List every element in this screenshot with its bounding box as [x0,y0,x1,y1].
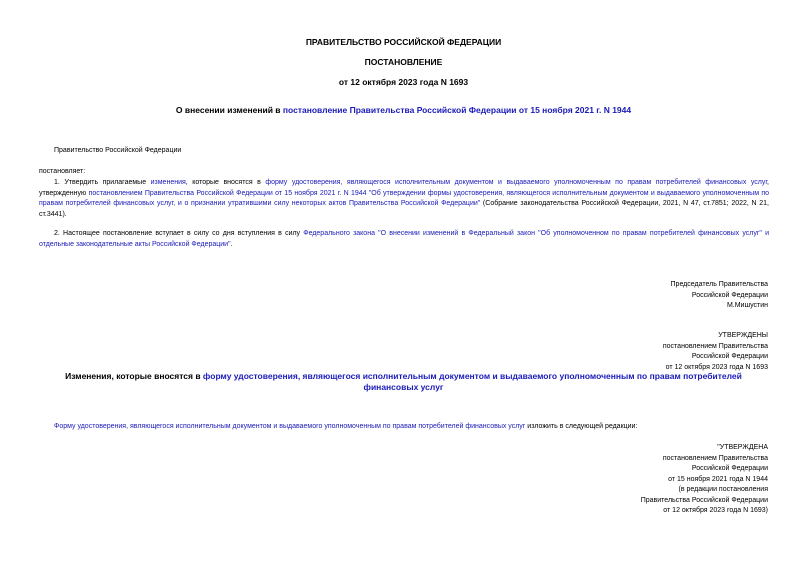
approved-block-2 [641,443,768,517]
changes-body [54,422,637,433]
approved-line-3: Российской Федерации [691,353,768,360]
signature-title-2: Российской Федерации [691,291,768,299]
approved2-line-7: от 12 октября 2023 года N 1693) [663,507,768,514]
changes-body-rest: изложить в следующей редакции: [525,423,638,430]
doc-title [0,105,807,115]
p1-link-decree[interactable]: постановлением Правительства Российской Федерации от 15 ноября 2021 г. N 1944 "Об утверждении формы удостоверения, являющегося исполнительным документом и выдаваемого уполномоченным по правам потребителей финансовых услуг, и о признании утратившими силу некоторых актов Правительства Российской Федерации" [39,189,769,207]
approved2-line-6: Правительства Российской Федерации [640,496,768,504]
approved2-line-4: от 15 ноября 2021 года N 1944 [668,475,768,483]
p1-text-1: 1. Утвердить прилагаемые [54,179,151,186]
doc-title-prefix: О внесении изменений в [175,105,283,115]
changes-title [52,371,755,393]
org-header: ПРАВИТЕЛЬСТВО РОССИЙСКОЙ ФЕДЕРАЦИИ [305,37,502,47]
p2-text-1: 2. Настоящее постановление вступает в силу со дня вступления в силу [54,230,304,237]
doc-date-number: от 12 октября 2023 года N 1693 [338,77,469,87]
approved-line-2: постановлением Правительства [662,342,768,350]
p1-text-3: , утвержденную [39,179,769,197]
signature-title-1: Председатель Правительства [670,281,768,288]
paragraph-2 [39,229,769,250]
p1-link-form[interactable]: форму удостоверения, являющегося исполнительным документом и выдаваемого уполномоченным по правам потребителей финансовых услуг [265,179,768,186]
p1-text-2: , которые вносятся в [185,179,266,186]
approved-line-4: от 12 октября 2023 года N 1693 [665,363,768,371]
doc-title-link[interactable]: постановление Правительства Российской Федерации от 15 ноября 2021 г. N 1944 [282,105,632,115]
approved2-line-5: (в редакции постановления [678,486,768,493]
changes-title-link[interactable]: форму удостоверения, являющегося исполнительным документом и выдаваемого уполномоченным по правам потребителей финансовых услуг [202,371,742,392]
p2-link-federal-law[interactable]: Федерального закона "О внесении изменений в Федеральный закон "Об уполномоченном по правам потребителей финансовых услуг" и отдельные законодательные акты Российской Федерации" [39,230,769,248]
approved2-line-3: Российской Федерации [691,465,768,472]
paragraph-1 [39,178,769,220]
doc-type: ПОСТАНОВЛЕНИЕ [364,57,443,67]
signature-block [671,280,768,312]
p1-text-4: (Собрание законодательства Российской Федерации, 2021, N 47, ст.7851; 2022, N 21, ст.3441). [39,200,769,218]
signature-name: М.Мишустин [726,302,768,309]
approved2-line-1: "УТВЕРЖДЕНА [717,444,768,451]
changes-title-prefix: Изменения, которые вносятся в [65,371,203,381]
gov-name: Правительство Российской Федерации [54,147,182,154]
approved2-line-2: постановлением Правительства [662,454,768,462]
approved-block [663,331,768,373]
p1-link-changes[interactable]: изменения [150,179,186,186]
decrees-word: постановляет: [39,168,86,175]
p2-text-2: . [230,240,233,248]
changes-body-link[interactable]: Форму удостоверения, являющегося исполнительным документом и выдаваемого уполномоченным по правам потребителей финансовых услуг [54,423,526,430]
approved-line-1: УТВЕРЖДЕНЫ [718,332,768,339]
